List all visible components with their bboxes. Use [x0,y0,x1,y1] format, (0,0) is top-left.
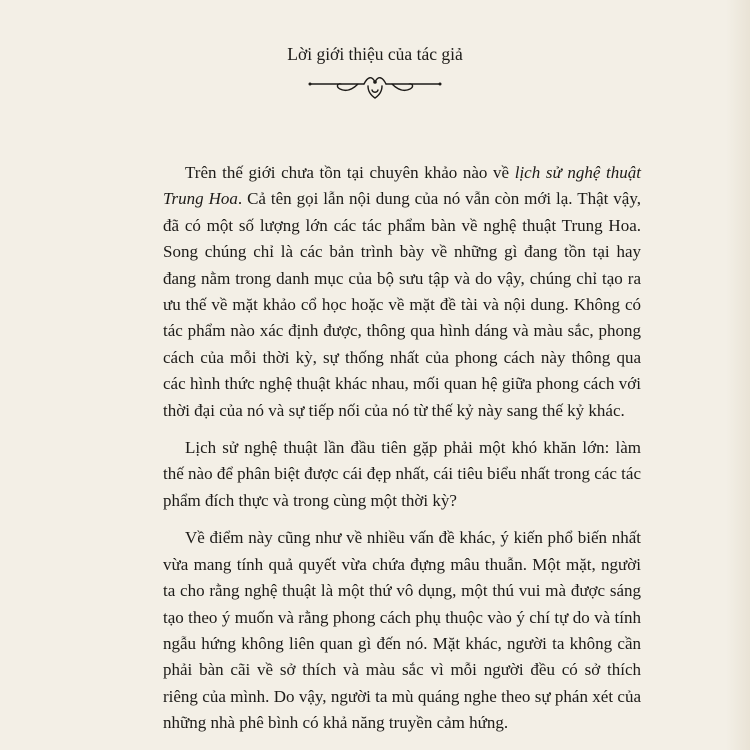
page-edge-shadow [726,0,750,750]
paragraph-3: Về điểm này cũng như về nhiều vấn đề khác, ý kiến phổ biến nhất vừa mang tính quả quyết vừa chứa đựng mâu thuẫn. Một mặt, người ta cho rằng nghệ thuật là một thứ vô dụng, một thú vui mà được sáng tạo theo ý muốn và rằng phong cách phụ thuộc vào ý chí tự do và tính ngẫu hứng không liên quan gì đến nó. Mặt khác, người ta không cần phải bàn cãi về sở thích và màu sắc vì mỗi người đều có sở thích riêng của mình. Do vậy, người ta mù quáng nghe theo sự phán xét của những nhà phê bình có khả năng truyền cảm hứng. [163,528,641,733]
book-subject-italic: lịch sử nghệ thuật Trung Hoa [163,163,641,209]
paragraph-1-rest: . Cả tên gọi lẫn nội dung của nó vẫn còn mới lạ. Thật vậy, đã có một số lượng lớn các tác phẩm bàn về nghệ thuật Trung Hoa. Song chúng chỉ là các bản trình bày về những gì đang tồn tại hay đang nằm trong danh mục của bộ sưu tập và do vậy, chúng chỉ tạo ra ưu thế về mặt khảo cổ học hoặc về mặt đề tài và nội dung. Không có tác phẩm nào xác định được, thông qua hình dáng và màu sắc, phong cách của mỗi thời kỳ, sự thống nhất của phong cách này thông qua các hình thức nghệ thuật khác nhau, mối quan hệ giữa phong cách với thời đại của nó và sự tiếp nối của nó từ thế kỷ này sang thế kỷ khác. [163,189,641,420]
paragraph-1 [163,160,641,424]
paragraph-2: Lịch sử nghệ thuật lần đầu tiên gặp phải một khó khăn lớn: làm thế nào để phân biệt được cái đẹp nhất, cái tiêu biểu nhất trong các tác phẩm đích thực và trong cùng một thời kỳ? [163,438,641,510]
page-title: Lời giới thiệu của tác giả [287,44,463,64]
scroll-flourish-icon [306,72,444,102]
intro-body [163,160,641,748]
paragraph-1-start: Trên thế giới chưa tồn tại chuyên khảo nào về [185,163,515,182]
